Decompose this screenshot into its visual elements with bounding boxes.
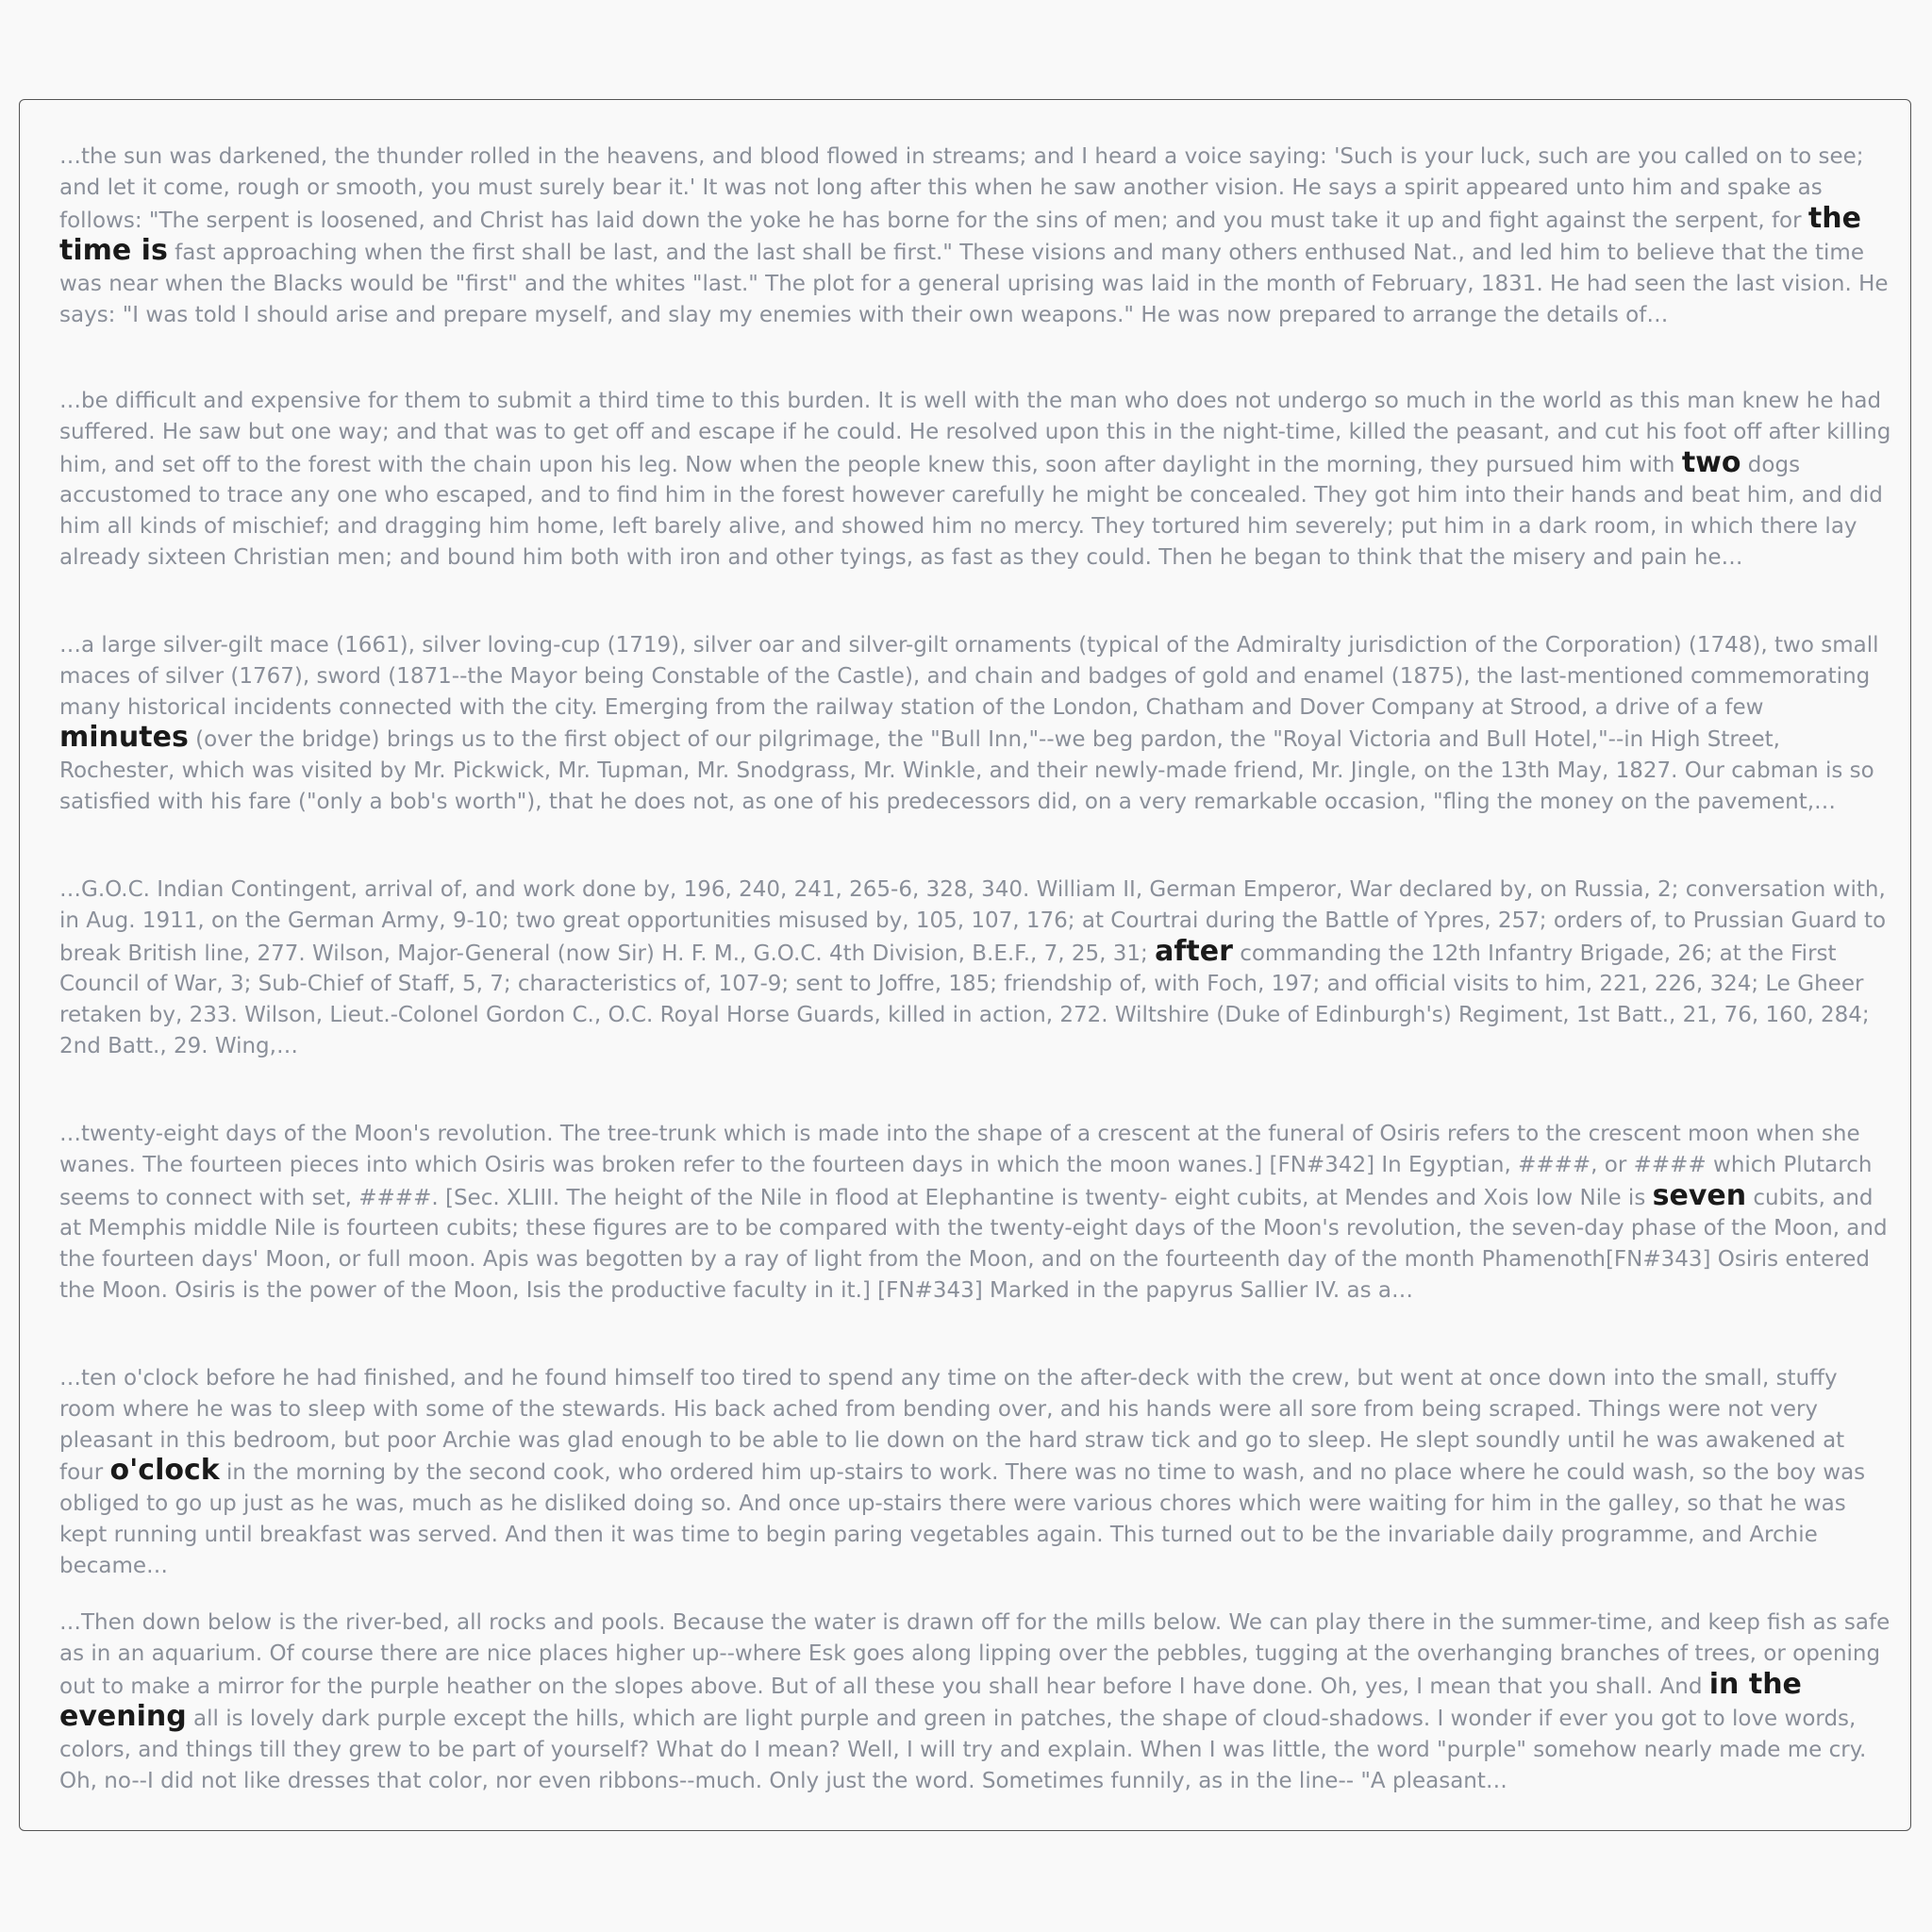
highlighted-phrase: minutes (59, 721, 189, 755)
snippet-text-before: …Then down below is the river-bed, all rocks and pools. Because the water is drawn off for the mills below. We can play there in the summer-time, and keep fish as safe as in an aquarium. Of course there are nice places higher up--where Esk goes along lipping over the pebbles, tugging at the overhanging branches of trees, or opening out to make a mirror for the purple heather on the slopes above. But of all these you shall hear before I have done. Oh, yes, I mean that you shall. And (59, 1610, 1890, 1699)
snippet-text-before: …G.O.C. Indian Contingent, arrival of, and work done by, 196, 240, 241, 265-6, 328, 340. William II, German Emperor, War declared by, on Russia, 2; conversation with, in Aug. 1911, on the German Army, 9-10; two great opportunities misused by, 105, 107, 176; at Courtrai during the Battle of Ypres, 257; orders of, to Prussian Guard to break British line, 277. Wilson, Major-General (now Sir) H. F. M., G.O.C. 4th Division, B.E.F., 7, 25, 31; (59, 877, 1887, 966)
snippet-7 (59, 1607, 1893, 1793)
snippet-2 (59, 386, 1893, 570)
snippet-text-before: …twenty-eight days of the Moon's revolution. The tree-trunk which is made into the shape of a crescent at the funeral of Osiris refers to the crescent moon when she wanes. The fourteen pieces into which Osiris was broken refer to the fourteen days in which the moon wanes.] [FN#342] In Egyptian, ####, or #### which Plutarch seems to connect with set, ####. [Sec. XLIII. The height of the Nile in flood at Elephantine is twenty- eight cubits, at Mendes and Xois low Nile is (59, 1122, 1873, 1210)
snippet-3 (59, 630, 1893, 814)
snippet-text-after: (over the bridge) brings us to the first object of our pilgrimage, the "Bull Inn,"--we beg pardon, the "Royal Victoria and Bull Hotel,"--in High Street, Rochester, which was visited by Mr. Pickwick, Mr. Tupman, Mr. Snodgrass, Mr. Winkle, and their newly-made friend, Mr. Jingle, on the 13th May, 1827. Our cabman is so satisfied with his fare ("only a bob's worth"), that he does not, as one of his predecessors did, on a very remarkable occasion, "fling the money on the pavement,… (59, 727, 1874, 814)
snippet-text-before: …a large silver-gilt mace (1661), silver loving-cup (1719), silver oar and silver-gilt ornaments (typical of the Admiralty jurisdiction of the Corporation) (1748), two small maces of silver (1767), sword (1871--the Mayor being Constable of the Castle), and chain and badges of gold and enamel (1875), the last-mentioned commemorating many historical incidents connected with the city. Emerging from the railway station of the London, Chatham and Dover Company at Strood, a drive of a few (59, 633, 1879, 720)
highlighted-phrase: after (1155, 934, 1233, 968)
highlighted-phrase: the time is (59, 201, 1861, 268)
snippet-text-after: commanding the 12th Infantry Brigade, 26; at the First Council of War, 3; Sub-Chief of Staff, 5, 7; characteristics of, 107-9; sent to Joffre, 185; friendship of, with Foch, 197; and official visits to him, 221, 226, 324; Le Gheer retaken by, 233. Wilson, Lieut.-Colonel Gordon C., O.C. Royal Horse Guards, killed in action, 272. Wiltshire (Duke of Edinburgh's) Regiment, 1st Batt., 21, 76, 160, 284; 2nd Batt., 29. Wing,… (59, 941, 1870, 1058)
snippet-text-before: …ten o'clock before he had finished, and he found himself too tired to spend any time on the after-deck with the crew, but went at once down into the small, stuffy room where he was to sleep with some of the stewards. His back ached from bending over, and his hands were all sore from being scraped. Things were not very pleasant in this bedroom, but poor Archie was glad enough to be able to lie down on the hard straw tick and go to sleep. He slept soundly until he was awakened at four (59, 1366, 1845, 1486)
snippet-4 (59, 874, 1893, 1058)
snippet-text-before: …the sun was darkened, the thunder rolled in the heavens, and blood flowed in streams; and I heard a voice saying: 'Such is your luck, such are you called on to see; and let it come, rough or smooth, you must surely bear it.' It was not long after this when he saw another vision. He says a spirit appeared unto him and spake as follows: "The serpent is loosened, and Christ has laid down the yoke he has borne for the sins of men; and you must take it up and fight against the serpent, for (59, 144, 1864, 233)
highlighted-phrase: o'clock (109, 1454, 220, 1488)
highlighted-phrase: in the evening (59, 1667, 1802, 1734)
results-card (19, 99, 1911, 1831)
snippet-text-after: all is lovely dark purple except the hills, which are light purple and green in patches, the shape of cloud-shadows. I wonder if ever you got to love words, colors, and things till they grew to be part of yourself? What do I mean? Well, I will try and explain. When I was little, the word "purple" somehow nearly made me cry. Oh, no--I did not like dresses that color, nor even ribbons--much. Only just the word. Sometimes funnily, as in the line-- "A pleasant… (59, 1707, 1867, 1793)
snippet-5 (59, 1119, 1893, 1303)
snippet-text-after: fast approaching when the first shall be last, and the last shall be first." These visions and many others enthused Nat., and led him to believe that the time was near when the Blacks would be "first" and the whites "last." The plot for a general uprising was laid in the month of February, 1831. He had seen the last vision. He says: "I was told I should arise and prepare myself, and slay my enemies with their own weapons." He was now prepared to arrange the details of… (59, 241, 1889, 327)
snippet-list (59, 142, 1893, 1793)
snippet-text-after: cubits, and at Memphis middle Nile is fourteen cubits; these figures are to be compared with the twenty-eight days of the Moon's revolution, the seven-day phase of the Moon, and the fourteen days' Moon, or full moon. Apis was begotten by a ray of light from the Moon, and on the fourteenth day of the month Phamenoth[FN#343] Osiris entered the Moon. Osiris is the power of the Moon, Isis the productive faculty in it.] [FN#343] Marked in the papyrus Sallier IV. as a… (59, 1185, 1888, 1303)
highlighted-phrase: two (1681, 445, 1741, 479)
snippet-6 (59, 1363, 1893, 1578)
snippet-1 (59, 142, 1893, 327)
snippet-text-before: …be difficult and expensive for them to submit a third time to this burden. It is well with the man who does not undergo so much in the world as this man knew he had suffered. He saw but one way; and that was to get off and escape if he could. He resolved upon this in the night-time, killed the peasant, and cut his foot off after killing him, and set off to the forest with the chain upon his leg. Now when the people knew this, soon after daylight in the morning, they pursued him with (59, 389, 1891, 477)
highlighted-phrase: seven (1652, 1178, 1747, 1212)
snippet-text-after: dogs accustomed to trace any one who escaped, and to find him in the forest however carefully he might be concealed. They got him into their hands and beat him, and did him all kinds of mischief; and dragging him home, left barely alive, and showed him no mercy. They tortured him severely; put him in a dark room, in which there lay already sixteen Christian men; and bound him both with iron and other tyings, as fast as they could. Then he began to think that the misery and pain he… (59, 452, 1883, 570)
snippet-text-after: in the morning by the second cook, who ordered him up-stairs to work. There was no time to wash, and no place where he could wash, so the boy was obliged to go up just as he was, much as he disliked doing so. And once up-stairs there were various chores which were waiting for him in the galley, so that he was kept running until breakfast was served. And then it was time to begin paring vegetables again. This turned out to be the invariable daily programme, and Archie became… (59, 1460, 1866, 1578)
